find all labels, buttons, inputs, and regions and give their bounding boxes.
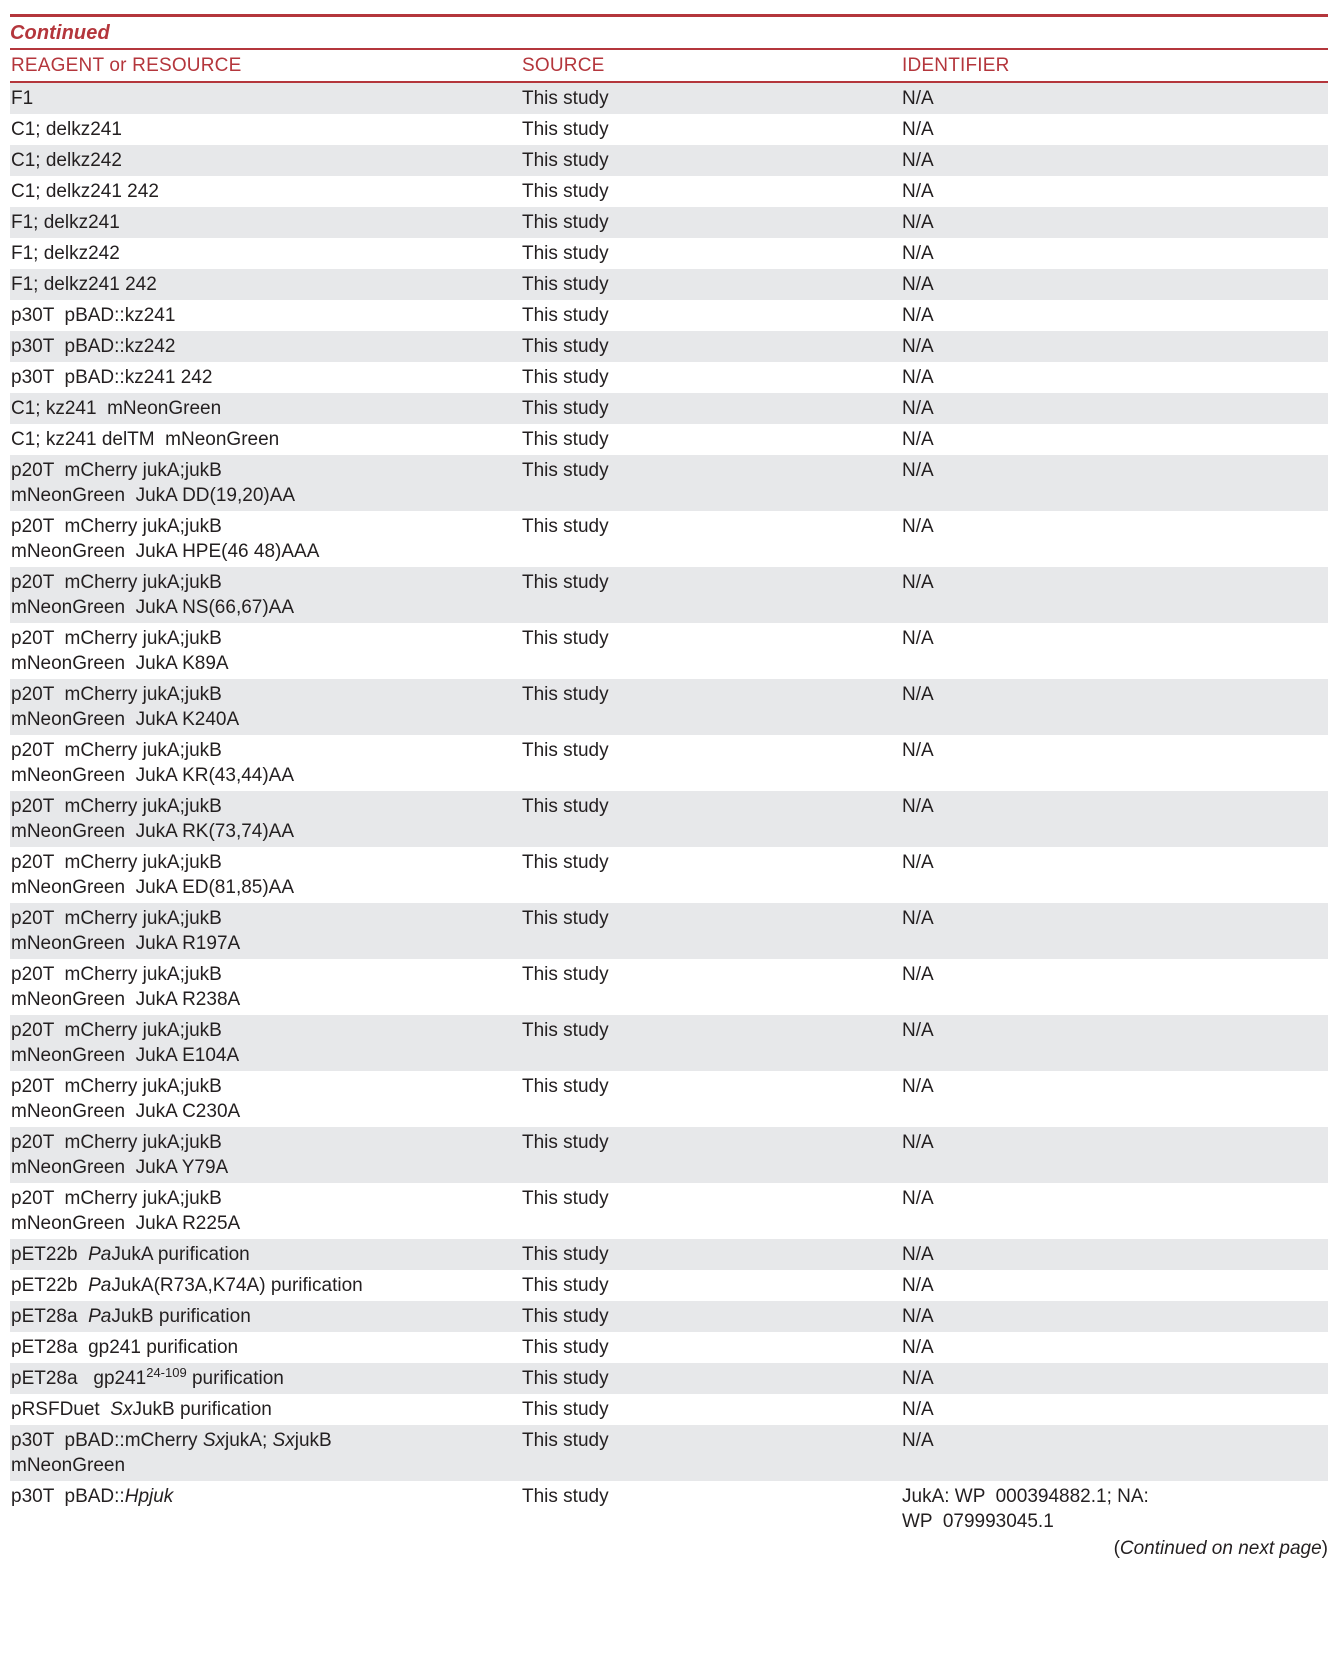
reagent-italic: Sx bbox=[110, 1399, 133, 1420]
table-row bbox=[10, 331, 1328, 362]
source-cell: This study bbox=[522, 367, 609, 388]
source-cell: This study bbox=[522, 119, 609, 140]
reagent-cell bbox=[10, 626, 522, 679]
reagent-superscript: 24-109 bbox=[146, 1365, 187, 1380]
reagent-text: JukB purification bbox=[111, 1306, 251, 1327]
source-cell: This study bbox=[522, 336, 609, 357]
reagent-cell bbox=[10, 738, 522, 791]
identifier-cell: N/A bbox=[902, 1399, 934, 1420]
identifier-cell: N/A bbox=[902, 367, 934, 388]
identifier-cell: N/A bbox=[902, 1306, 934, 1327]
reagent-text: pET22b bbox=[11, 1275, 89, 1296]
source-cell: This study bbox=[522, 1275, 609, 1296]
table-row bbox=[10, 1363, 1328, 1394]
source-cell: This study bbox=[522, 1337, 609, 1358]
footer-paren-open: ( bbox=[1113, 1538, 1120, 1559]
table-row bbox=[10, 455, 1328, 511]
reagent-text: jukB bbox=[294, 1430, 332, 1451]
reagent-cell bbox=[10, 458, 522, 511]
identifier-cell: N/A bbox=[902, 516, 934, 537]
source-cell: This study bbox=[522, 88, 609, 109]
reagent-line: C1; delkz242 bbox=[11, 150, 122, 171]
reagent-cell bbox=[10, 1273, 522, 1301]
footer-italic-text: Continued on next page bbox=[1119, 1538, 1322, 1559]
reagent-cell bbox=[10, 1074, 522, 1127]
source-cell: This study bbox=[522, 1399, 609, 1420]
identifier-cell: N/A bbox=[902, 740, 934, 761]
reagent-cell bbox=[10, 1130, 522, 1183]
source-cell: This study bbox=[522, 1368, 609, 1389]
source-cell: This study bbox=[522, 212, 609, 233]
reagent-text: JukA(R73A,K74A) purification bbox=[111, 1275, 363, 1296]
reagent-line: C1; kz241 mNeonGreen bbox=[11, 398, 222, 419]
reagent-line: mNeonGreen JukA ED(81,85)AA bbox=[11, 877, 295, 898]
reagent-text: p30T pBAD:: bbox=[11, 1486, 125, 1507]
identifier-line: JukA: WP 000394882.1; NA: bbox=[902, 1486, 1149, 1507]
table-row bbox=[10, 424, 1328, 455]
reagent-line: p20T mCherry jukA;jukB bbox=[11, 460, 222, 481]
reagent-line: mNeonGreen JukA RK(73,74)AA bbox=[11, 821, 295, 842]
reagent-italic: Pa bbox=[88, 1306, 112, 1327]
reagent-line: mNeonGreen JukA R197A bbox=[11, 933, 241, 954]
identifier-cell: N/A bbox=[902, 1188, 934, 1209]
reagent-line: F1; delkz241 242 bbox=[11, 274, 157, 295]
table-row bbox=[10, 903, 1328, 959]
table-row bbox=[10, 1270, 1328, 1301]
identifier-cell: N/A bbox=[902, 796, 934, 817]
source-cell: This study bbox=[522, 460, 609, 481]
reagent-line: p30T pBAD::kz242 bbox=[11, 336, 176, 357]
reagent-cell bbox=[10, 1304, 522, 1332]
reagent-line bbox=[11, 1428, 522, 1453]
reagent-line: p20T mCherry jukA;jukB bbox=[11, 796, 222, 817]
identifier-cell: N/A bbox=[902, 119, 934, 140]
reagent-cell bbox=[10, 210, 522, 238]
identifier-cell: N/A bbox=[902, 964, 934, 985]
identifier-line: WP 079993045.1 bbox=[902, 1511, 1054, 1532]
reagent-line: p20T mCherry jukA;jukB bbox=[11, 964, 222, 985]
reagent-cell bbox=[10, 117, 522, 145]
table-row bbox=[10, 1127, 1328, 1183]
reagent-cell bbox=[10, 148, 522, 176]
reagent-text: JukB purification bbox=[132, 1399, 272, 1420]
footer-paren-close: ) bbox=[1321, 1538, 1328, 1559]
source-cell: This study bbox=[522, 516, 609, 537]
continued-on-next-page bbox=[1114, 1537, 1328, 1561]
source-cell: This study bbox=[522, 243, 609, 264]
identifier-cell: N/A bbox=[902, 181, 934, 202]
source-cell: This study bbox=[522, 1486, 609, 1507]
reagent-line: p20T mCherry jukA;jukB bbox=[11, 684, 222, 705]
reagent-line: mNeonGreen JukA DD(19,20)AA bbox=[11, 485, 296, 506]
identifier-cell: N/A bbox=[902, 398, 934, 419]
source-cell: This study bbox=[522, 305, 609, 326]
reagent-line: p20T mCherry jukA;jukB bbox=[11, 572, 222, 593]
reagent-cell bbox=[10, 1366, 522, 1394]
identifier-cell: N/A bbox=[902, 1337, 934, 1358]
reagent-line: p20T mCherry jukA;jukB bbox=[11, 908, 222, 929]
reagent-line: p20T mCherry jukA;jukB bbox=[11, 628, 222, 649]
reagent-cell bbox=[10, 396, 522, 424]
reagent-line: F1; delkz241 bbox=[11, 212, 120, 233]
source-cell: This study bbox=[522, 1132, 609, 1153]
reagent-cell bbox=[10, 86, 522, 114]
identifier-cell: N/A bbox=[902, 1244, 934, 1265]
table-row bbox=[10, 1425, 1328, 1481]
identifier-cell: N/A bbox=[902, 1368, 934, 1389]
source-cell: This study bbox=[522, 150, 609, 171]
table-row bbox=[10, 207, 1328, 238]
reagent-line: F1 bbox=[11, 88, 34, 109]
identifier-cell: N/A bbox=[902, 429, 934, 450]
identifier-cell: N/A bbox=[902, 305, 934, 326]
table-row bbox=[10, 114, 1328, 145]
reagent-line: mNeonGreen JukA R225A bbox=[11, 1213, 241, 1234]
reagent-text: p30T pBAD::mCherry bbox=[11, 1430, 203, 1451]
source-cell: This study bbox=[522, 398, 609, 419]
table-row bbox=[10, 511, 1328, 567]
table-header bbox=[10, 50, 1328, 81]
reagent-cell bbox=[10, 850, 522, 903]
reagent-cell bbox=[10, 334, 522, 362]
reagent-cell bbox=[10, 179, 522, 207]
reagent-cell bbox=[10, 365, 522, 393]
reagent-cell bbox=[10, 1186, 522, 1239]
identifier-cell: N/A bbox=[902, 88, 934, 109]
reagent-cell bbox=[10, 570, 522, 623]
reagent-line: p20T mCherry jukA;jukB bbox=[11, 1132, 222, 1153]
reagent-line: mNeonGreen JukA E104A bbox=[11, 1045, 240, 1066]
reagent-line: mNeonGreen JukA K89A bbox=[11, 653, 229, 674]
reagent-cell bbox=[10, 303, 522, 331]
source-cell: This study bbox=[522, 740, 609, 761]
reagent-line: mNeonGreen JukA K240A bbox=[11, 709, 240, 730]
reagent-line: mNeonGreen JukA R238A bbox=[11, 989, 241, 1010]
reagent-text: purification bbox=[186, 1368, 284, 1389]
table-row bbox=[10, 679, 1328, 735]
reagent-line: p20T mCherry jukA;jukB bbox=[11, 1188, 222, 1209]
table-row bbox=[10, 145, 1328, 176]
source-cell: This study bbox=[522, 1244, 609, 1265]
reagent-line: p20T mCherry jukA;jukB bbox=[11, 1020, 222, 1041]
reagent-cell bbox=[10, 1428, 522, 1481]
reagent-cell bbox=[10, 1397, 522, 1425]
identifier-cell bbox=[902, 1484, 1328, 1537]
reagent-italic: Pa bbox=[88, 1275, 112, 1296]
reagent-line: p30T pBAD::kz241 242 bbox=[11, 367, 213, 388]
reagent-cell bbox=[10, 1484, 522, 1537]
identifier-cell: N/A bbox=[902, 460, 934, 481]
table-row bbox=[10, 623, 1328, 679]
reagent-italic: Sx bbox=[272, 1430, 295, 1451]
source-cell: This study bbox=[522, 274, 609, 295]
reagent-cell bbox=[10, 1242, 522, 1270]
identifier-cell: N/A bbox=[902, 852, 934, 873]
reagent-line: p20T mCherry jukA;jukB bbox=[11, 740, 222, 761]
table-row bbox=[10, 83, 1328, 114]
reagent-cell bbox=[10, 906, 522, 959]
header-reagent: REAGENT or RESOURCE bbox=[11, 55, 242, 76]
key-resources-table bbox=[10, 14, 1328, 1537]
source-cell: This study bbox=[522, 1020, 609, 1041]
table-row bbox=[10, 362, 1328, 393]
reagent-cell bbox=[10, 1335, 522, 1363]
reagent-italic: Pa bbox=[88, 1244, 112, 1265]
table-row bbox=[10, 1394, 1328, 1425]
reagent-line: mNeonGreen JukA C230A bbox=[11, 1101, 241, 1122]
source-cell: This study bbox=[522, 1430, 609, 1451]
reagent-line: mNeonGreen JukA NS(66,67)AA bbox=[11, 597, 295, 618]
identifier-cell: N/A bbox=[902, 1275, 934, 1296]
source-cell: This study bbox=[522, 628, 609, 649]
identifier-cell: N/A bbox=[902, 572, 934, 593]
header-identifier: IDENTIFIER bbox=[902, 55, 1010, 76]
table-row bbox=[10, 1239, 1328, 1270]
reagent-line: C1; kz241 delTM mNeonGreen bbox=[11, 429, 280, 450]
reagent-cell bbox=[10, 272, 522, 300]
table-body bbox=[10, 83, 1328, 1239]
source-cell: This study bbox=[522, 908, 609, 929]
reagent-line: F1; delkz242 bbox=[11, 243, 120, 264]
reagent-line: mNeonGreen bbox=[11, 1455, 126, 1476]
reagent-text: JukA purification bbox=[111, 1244, 250, 1265]
reagent-line: p20T mCherry jukA;jukB bbox=[11, 516, 222, 537]
table-row bbox=[10, 1071, 1328, 1127]
identifier-cell: N/A bbox=[902, 1020, 934, 1041]
reagent-text: pET22b bbox=[11, 1244, 89, 1265]
source-cell: This study bbox=[522, 181, 609, 202]
reagent-cell bbox=[10, 682, 522, 735]
source-cell: This study bbox=[522, 852, 609, 873]
table-row bbox=[10, 300, 1328, 331]
reagent-cell bbox=[10, 962, 522, 1015]
reagent-line: C1; delkz241 242 bbox=[11, 181, 159, 202]
table-row bbox=[10, 1332, 1328, 1363]
table-row bbox=[10, 1183, 1328, 1239]
reagent-cell bbox=[10, 794, 522, 847]
source-cell: This study bbox=[522, 1188, 609, 1209]
identifier-cell: N/A bbox=[902, 1076, 934, 1097]
table-row bbox=[10, 735, 1328, 791]
identifier-cell: N/A bbox=[902, 274, 934, 295]
reagent-line: p20T mCherry jukA;jukB bbox=[11, 852, 222, 873]
reagent-text: pET28a gp241 purification bbox=[11, 1337, 239, 1358]
identifier-cell: N/A bbox=[902, 628, 934, 649]
reagent-italic: Sx bbox=[202, 1430, 226, 1451]
table-row bbox=[10, 176, 1328, 207]
source-cell: This study bbox=[522, 572, 609, 593]
reagent-line: mNeonGreen JukA Y79A bbox=[11, 1157, 229, 1178]
reagent-text: jukA; bbox=[225, 1430, 273, 1451]
continued-label: Continued bbox=[10, 22, 110, 44]
table-row bbox=[10, 959, 1328, 1015]
source-cell: This study bbox=[522, 964, 609, 985]
reagent-cell bbox=[10, 427, 522, 455]
reagent-text: pRSFDuet bbox=[11, 1399, 111, 1420]
reagent-line: C1; delkz241 bbox=[11, 119, 122, 140]
reagent-cell bbox=[10, 241, 522, 269]
table-row bbox=[10, 567, 1328, 623]
reagent-line: mNeonGreen JukA HPE(46 48)AAA bbox=[11, 541, 320, 562]
reagent-line: p20T mCherry jukA;jukB bbox=[11, 1076, 222, 1097]
source-cell: This study bbox=[522, 684, 609, 705]
table-row bbox=[10, 1015, 1328, 1071]
reagent-line: p30T pBAD::kz241 bbox=[11, 305, 176, 326]
identifier-cell: N/A bbox=[902, 908, 934, 929]
reagent-cell bbox=[10, 1018, 522, 1071]
source-cell: This study bbox=[522, 1076, 609, 1097]
table-row bbox=[10, 269, 1328, 300]
table-row bbox=[10, 847, 1328, 903]
table-row bbox=[10, 1301, 1328, 1332]
source-cell: This study bbox=[522, 429, 609, 450]
table-row bbox=[10, 791, 1328, 847]
table-row bbox=[10, 238, 1328, 269]
reagent-text: pET28a bbox=[11, 1306, 89, 1327]
table-row bbox=[10, 1481, 1328, 1537]
source-cell: This study bbox=[522, 796, 609, 817]
identifier-cell: N/A bbox=[902, 243, 934, 264]
identifier-cell: N/A bbox=[902, 684, 934, 705]
source-cell: This study bbox=[522, 1306, 609, 1327]
identifier-cell: N/A bbox=[902, 1132, 934, 1153]
reagent-line: mNeonGreen JukA KR(43,44)AA bbox=[11, 765, 295, 786]
identifier-cell: N/A bbox=[902, 1430, 934, 1451]
identifier-cell: N/A bbox=[902, 336, 934, 357]
header-source: SOURCE bbox=[522, 55, 605, 76]
reagent-italic: Hpjuk bbox=[124, 1486, 174, 1507]
table-row bbox=[10, 393, 1328, 424]
reagent-text: pET28a gp241 bbox=[11, 1368, 147, 1389]
identifier-cell: N/A bbox=[902, 150, 934, 171]
reagent-cell bbox=[10, 514, 522, 567]
identifier-cell: N/A bbox=[902, 212, 934, 233]
